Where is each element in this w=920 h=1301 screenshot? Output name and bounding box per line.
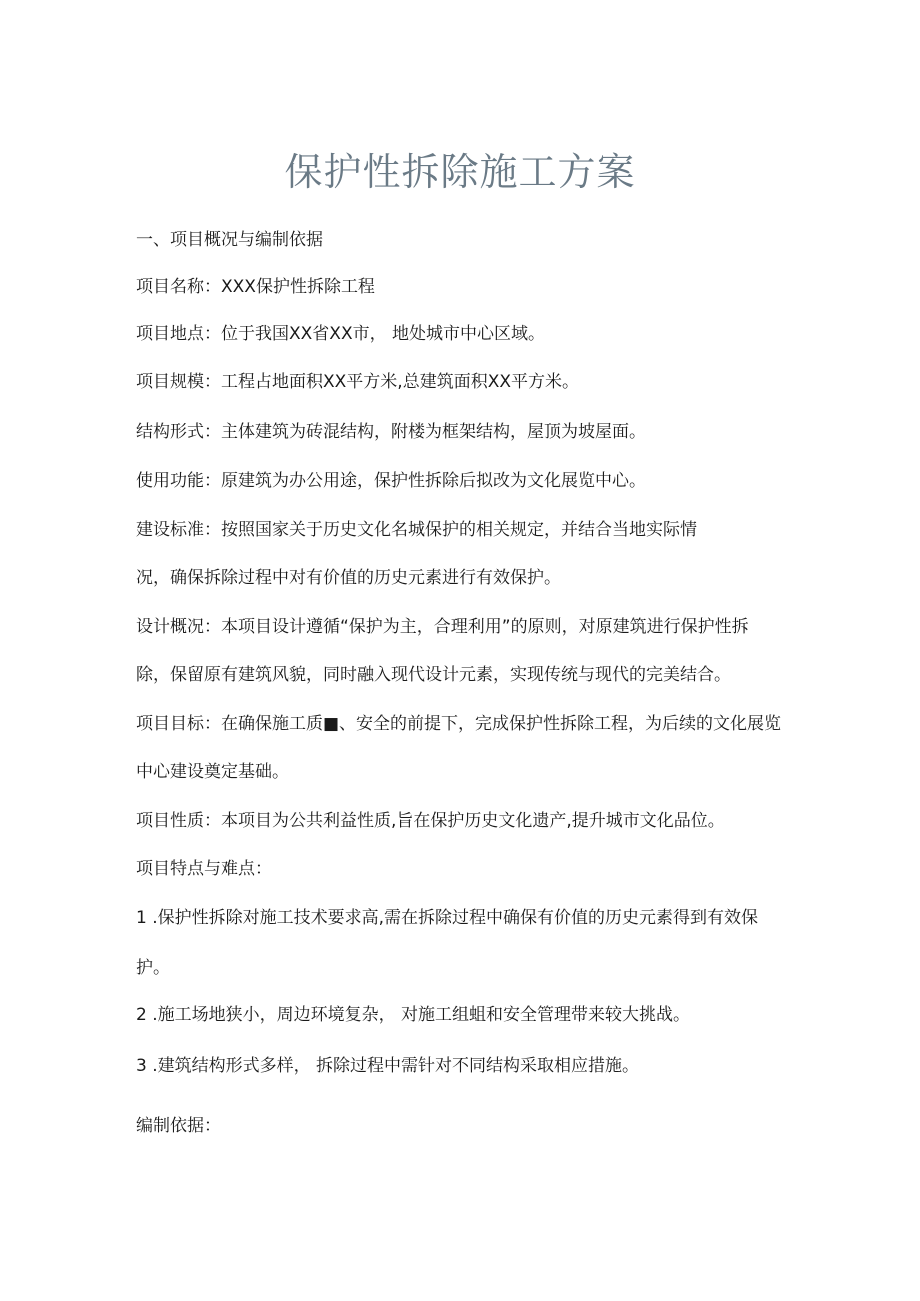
paragraph-line: 项目地点：位于我国XX省XX市， 地处城市中心区域。 (136, 324, 545, 344)
paragraph-line: 设计概况：本项目设计遵循“保护为主，合理利用”的原则，对原建筑进行保护性拆 (136, 617, 749, 637)
list-item: 3 .建筑结构形式多样， 拆除过程中需针对不同结构采取相应措施。 (136, 1056, 640, 1076)
paragraph-line: 项目目标：在确保施工质■、安全的前提下，完成保护性拆除工程，为后续的文化展览 (136, 714, 782, 734)
paragraph-line: 项目性质：本项目为公共利益性质,旨在保护历史文化遗产,提升城市文化品位。 (136, 811, 725, 831)
paragraph-line: 建设标准：按照国家关于历史文化名城保护的相关规定，并结合当地实际情 (136, 520, 697, 540)
paragraph-line: 况，确保拆除过程中对有价值的历史元素进行有效保护。 (136, 568, 561, 588)
subheading: 项目特点与难点： (136, 859, 272, 879)
paragraph-line: 项目名称：XXX保护性拆除工程 (136, 277, 375, 297)
paragraph-line: 除，保留原有建筑风貌，同时融入现代设计元素，实现传统与现代的完美结合。 (136, 665, 731, 685)
subheading: 编制依据： (136, 1116, 221, 1136)
section-heading: 一、项目概况与编制依据 (136, 230, 323, 250)
paragraph-line: 中心建设奠定基础。 (136, 762, 289, 782)
list-item-continuation: 护。 (136, 958, 170, 978)
paragraph-line: 使用功能：原建筑为办公用途，保护性拆除后拟改为文化展览中心。 (136, 471, 646, 491)
list-item: 2 .施工场地狭小，周边环境复杂， 对施工组蛆和安全管理带来较大挑战。 (136, 1005, 691, 1025)
document-title: 保护性拆除施工方案 (284, 150, 636, 194)
paragraph-line: 结构形式：主体建筑为砖混结构，附楼为框架结构，屋顶为坡屋面。 (136, 422, 646, 442)
list-item: 1 .保护性拆除对施工技术要求高,需在拆除过程中确保有价值的历史元素得到有效保 (136, 908, 759, 928)
paragraph-line: 项目规模：工程占地面积XX平方米,总建筑面积XX平方米。 (136, 372, 579, 392)
